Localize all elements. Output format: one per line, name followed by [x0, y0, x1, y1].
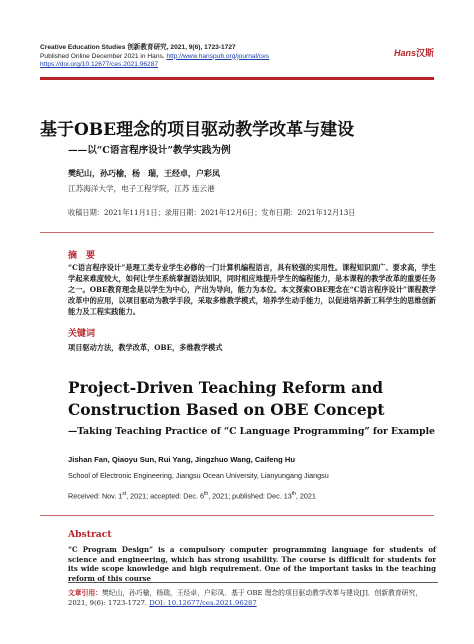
journal-url-link[interactable]: http://www.hanspub.org/journal/ces: [166, 52, 270, 60]
citation-text: 樊纪山，孙巧榆，杨瑞，王经卓，户彩凤．基于 OBE 理念的项目驱动教学改革与建设[J]．创新教育研究，2021, 9(6): 1723-1727.: [68, 589, 423, 607]
english-subtitle: —Taking Teaching Practice of “C Language Programming” for Example: [68, 426, 435, 437]
citation-label: 文章引用：: [68, 589, 102, 597]
chinese-keywords-heading: 关键词: [68, 329, 96, 339]
english-authors: Jishan Fan, Qiaoyu Sun, Rui Yang, Jingzhuo Wang, Caifeng Hu: [68, 455, 295, 464]
published-suffix: th: [291, 491, 296, 497]
section-rule-2: [40, 515, 434, 516]
received-suffix: st: [122, 491, 127, 497]
citation-doi-link[interactable]: DOI: 10.12677/ces.2021.96287: [149, 599, 257, 607]
published-date: , 2021; published: Dec. 13: [208, 491, 292, 501]
english-abstract-body: “C Program Design” is a compulsory computer programming language for students of science and engineering, which has strong usability. The course is difficult for students for its wide scope knowledge and high requirement. One of the important tasks in the teaching reform of this course: [68, 545, 436, 583]
accepted-suffix: th: [204, 491, 209, 497]
accepted-date: , 2021; accepted: Dec. 6: [126, 491, 205, 501]
chinese-keywords: 项目驱动方法，教学改革，OBE，多维教学模式: [68, 343, 223, 352]
journal-header: [40, 44, 440, 70]
chinese-affiliation: 江苏海洋大学，电子工程学院，江苏 连云港: [68, 184, 215, 193]
citation-block: [68, 588, 438, 608]
journal-citation-line: Creative Education Studies 创新教育研究, 2021, 9(6), 1723-1727: [40, 44, 236, 51]
chinese-title: 基于OBE理念的项目驱动教学改革与建设: [40, 120, 355, 140]
hans-logo: [394, 46, 434, 59]
header-rule: [40, 77, 434, 80]
received-date: Received: Nov. 1: [68, 491, 123, 501]
chinese-abstract-heading: 摘 要: [68, 251, 96, 261]
chinese-dates: 收稿日期：2021年11月1日；录用日期：2021年12月6日；发布日期：2021年12月13日: [68, 208, 356, 217]
doi-link[interactable]: https://doi.org/10.12677/ces.2021.96287: [40, 61, 159, 69]
english-abstract-heading: Abstract: [68, 529, 112, 540]
section-rule: [40, 232, 434, 233]
english-affiliation: School of Electronic Engineering, Jiangsu Ocean University, Lianyungang Jiangsu: [68, 471, 329, 480]
chinese-subtitle: ——以“C语言程序设计”教学实践为例: [68, 145, 231, 156]
logo-cn: 汉斯: [415, 48, 434, 58]
published-line: [40, 53, 440, 62]
citation-rule: [68, 582, 438, 583]
english-dates: [68, 491, 316, 500]
published-prefix: Published Online December 2021 in Hans.: [40, 52, 167, 60]
english-title: Project-Driven Teaching Reform and Construction Based on OBE Concept: [68, 379, 385, 419]
chinese-authors: 樊纪山，孙巧榆，杨 瑞，王经卓，户彩凤: [68, 168, 220, 178]
logo-latin: Hans: [393, 48, 416, 58]
chinese-abstract-body: “C语言程序设计”是理工类专业学生必修的一门计算机编程语言，具有较强的实用性。课程知识面广、要求高，学生学起来难度较大，如何让学生系统掌握语法知识，同时相应地提升学生的编程能力，是本课程的教学改革的重要任务之一。OBE教育理念是以学生为中心，产出为导向，能力为本位。本文探索OBE理念在“C语言程序设计”课程教学改革中的应用，以项目驱动为教学手段，采取多维教学模式，培养学生动手能力，以促进培养新工科学生的思维创新能力及工程实践能力。: [68, 263, 436, 316]
published-year: , 2021: [295, 491, 316, 501]
